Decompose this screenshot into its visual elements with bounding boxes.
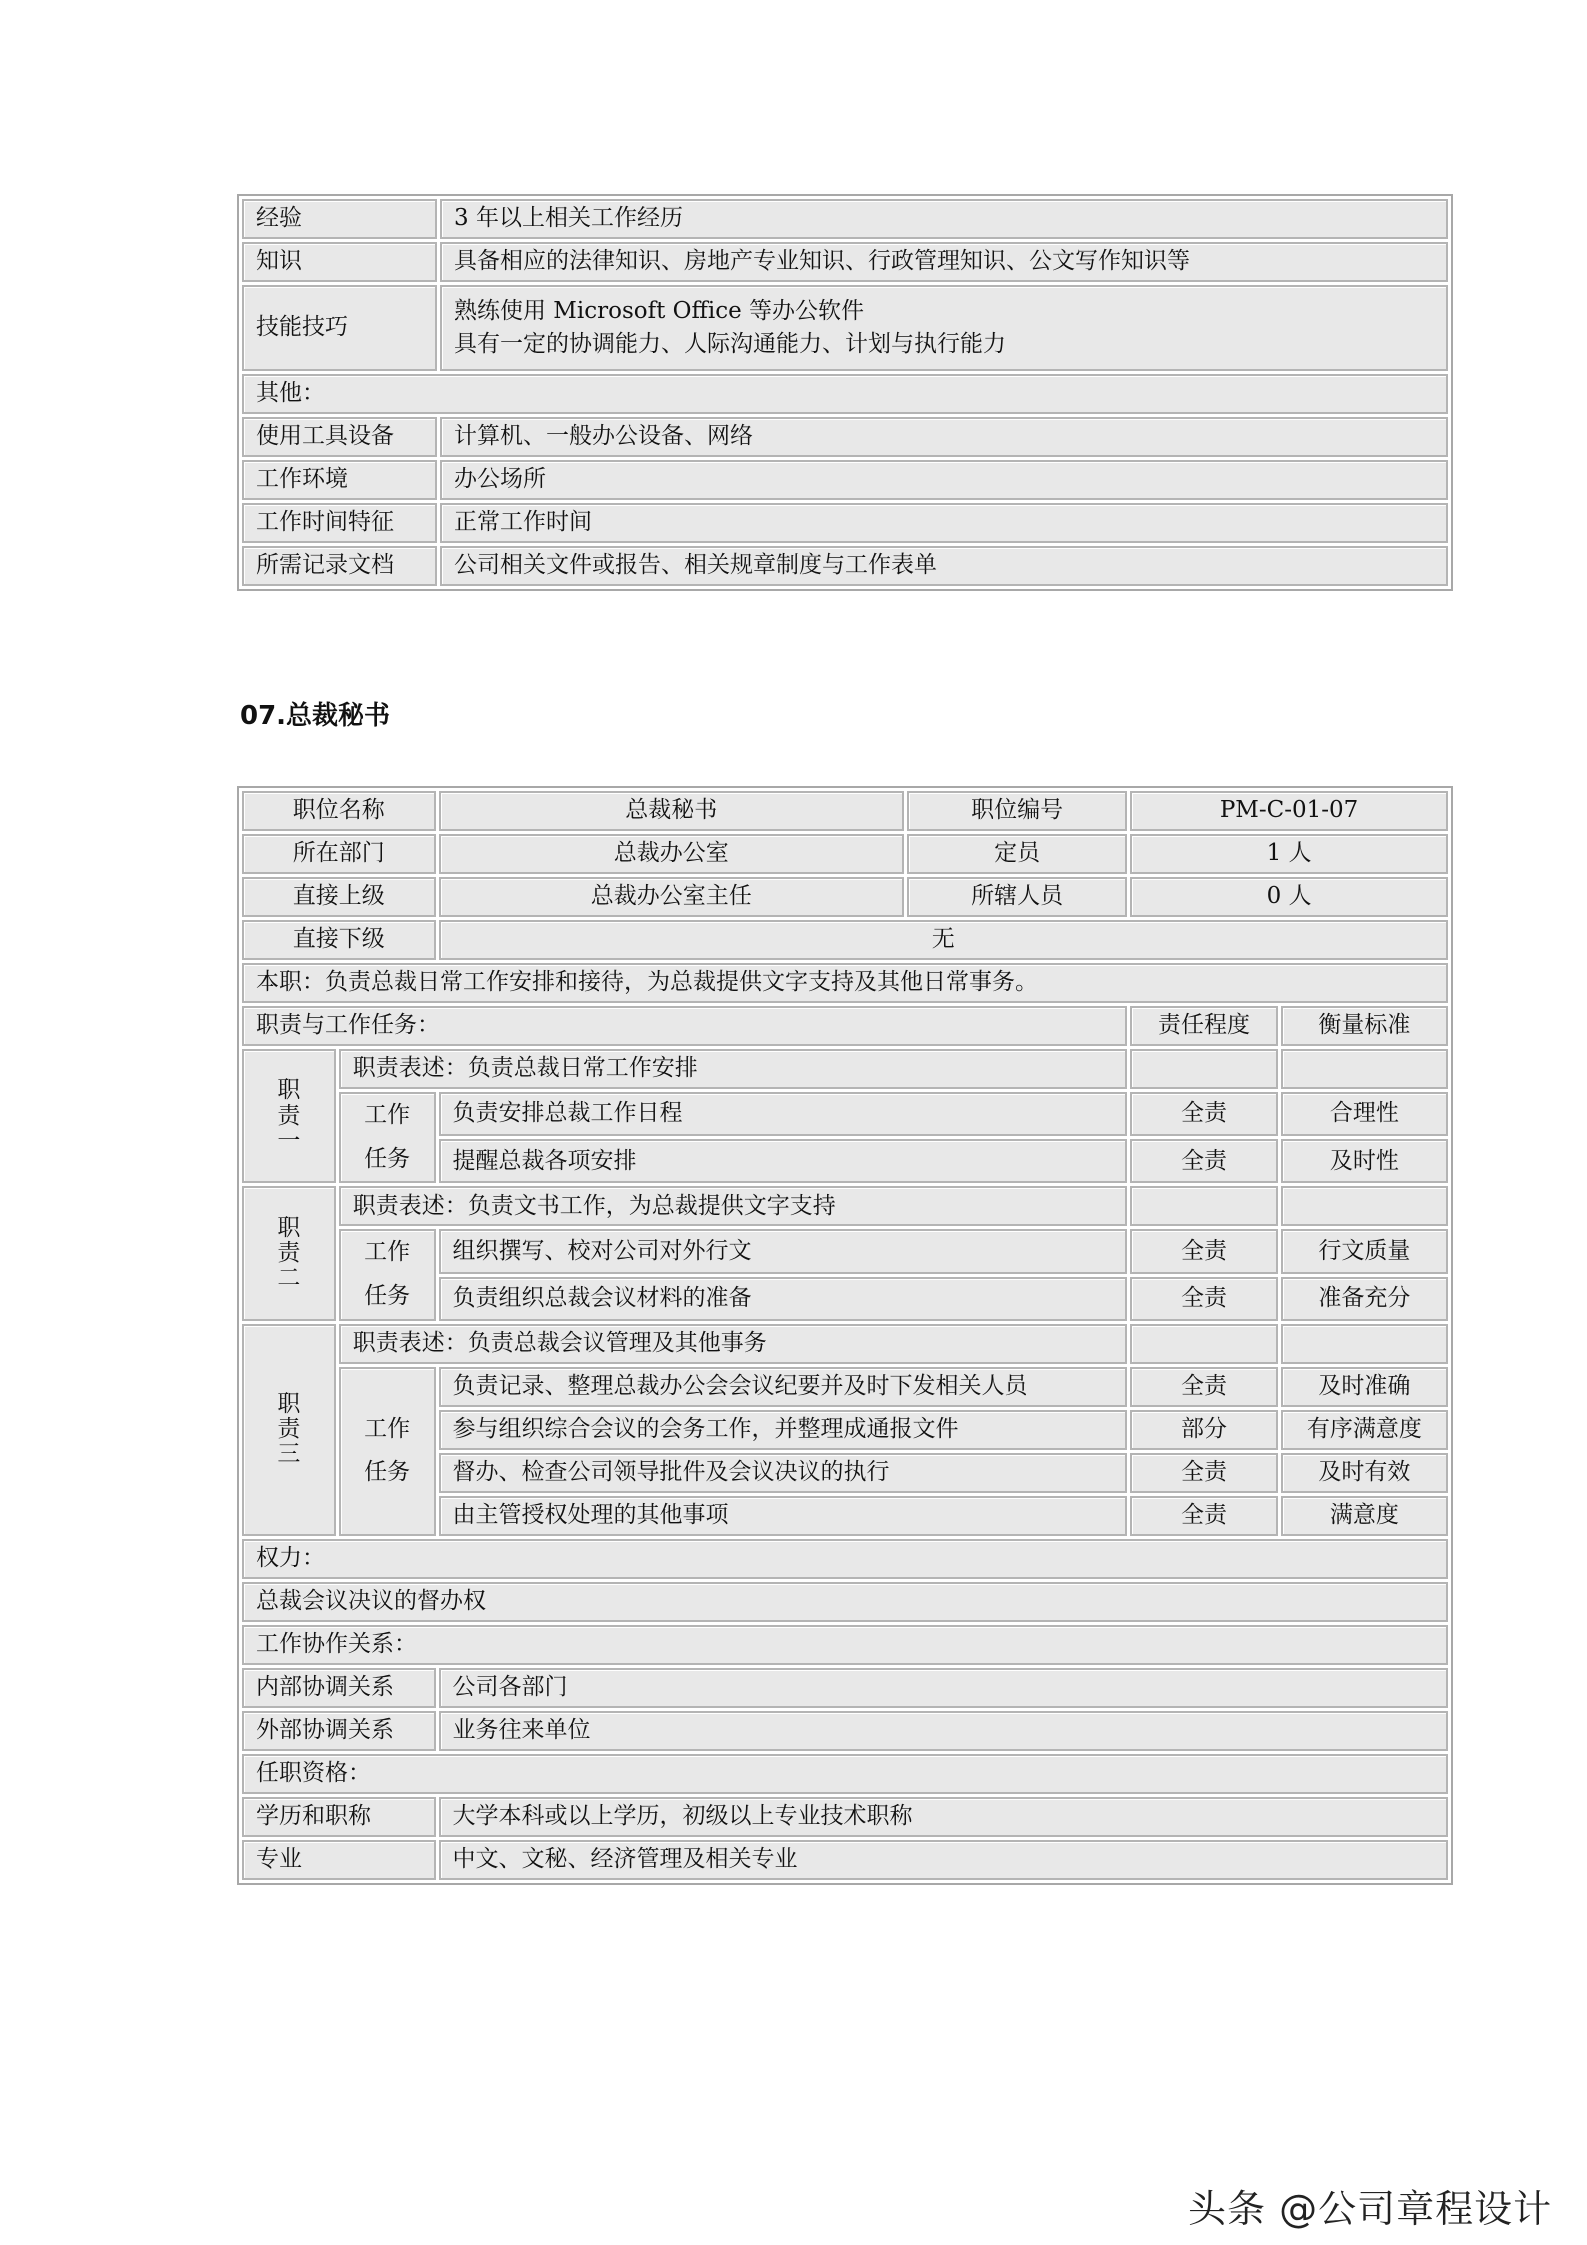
task-standard: 及时准确 — [1281, 1367, 1448, 1407]
duties-header-label: 职责与工作任务： — [242, 1006, 1127, 1046]
requirements-table — [237, 194, 1453, 591]
table-row — [242, 791, 1448, 831]
power-label: 权力： — [242, 1539, 1448, 1579]
education-label: 学历和职称 — [242, 1797, 436, 1837]
duty-standard-empty — [1281, 1324, 1448, 1364]
table-row — [242, 374, 1448, 414]
staff: 1 人 — [1130, 834, 1448, 874]
row-value: 正常工作时间 — [440, 503, 1448, 543]
duty-name: 职责一 — [242, 1049, 336, 1183]
task-standard: 准备充分 — [1281, 1277, 1448, 1321]
task-standard: 满意度 — [1281, 1496, 1448, 1536]
subordinates-label: 所辖人员 — [907, 877, 1127, 917]
superior: 总裁办公室主任 — [439, 877, 905, 917]
task-text: 负责记录、整理总裁办公会会议纪要并及时下发相关人员 — [439, 1367, 1128, 1407]
table-row — [242, 1625, 1448, 1665]
row-value: 计算机、一般办公设备、网络 — [440, 417, 1448, 457]
row-value: 具备相应的法律知识、房地产专业知识、行政管理知识、公文写作知识等 — [440, 242, 1448, 282]
table-row — [242, 460, 1448, 500]
row-value: 3 年以上相关工作经历 — [440, 199, 1448, 239]
task-degree: 全责 — [1130, 1496, 1278, 1536]
position-code: PM-C-01-07 — [1130, 791, 1448, 831]
task-degree: 全责 — [1130, 1453, 1278, 1493]
task-text: 负责组织总裁会议材料的准备 — [439, 1277, 1128, 1321]
section-title: 07.总裁秘书 — [240, 701, 391, 731]
task-degree: 部分 — [1130, 1410, 1278, 1450]
duty-standard-empty — [1281, 1186, 1448, 1226]
row-label: 所需记录文档 — [242, 546, 437, 586]
task-text: 组织撰写、校对公司对外行文 — [439, 1229, 1128, 1273]
major-label: 专业 — [242, 1840, 436, 1880]
task-standard: 及时有效 — [1281, 1453, 1448, 1493]
task-standard: 有序满意度 — [1281, 1410, 1448, 1450]
row-label: 经验 — [242, 199, 437, 239]
degree-header: 责任程度 — [1130, 1006, 1278, 1046]
row-label: 工作环境 — [242, 460, 437, 500]
task-degree: 全责 — [1130, 1367, 1278, 1407]
task-degree: 全责 — [1130, 1277, 1278, 1321]
task-standard: 合理性 — [1281, 1092, 1448, 1136]
direct-sub-label: 直接下级 — [242, 920, 436, 960]
table-row — [242, 1229, 1448, 1273]
row-value-multiline — [440, 285, 1448, 371]
task-degree: 全责 — [1130, 1092, 1278, 1136]
subordinates: 0 人 — [1130, 877, 1448, 917]
qualification-label: 任职资格： — [242, 1754, 1448, 1794]
task-standard: 及时性 — [1281, 1139, 1448, 1183]
duty-degree-empty — [1130, 1186, 1278, 1226]
table-row — [242, 503, 1448, 543]
external-label: 外部协调关系 — [242, 1711, 436, 1751]
job-summary: 本职：负责总裁日常工作安排和接待，为总裁提供文字支持及其他日常事务。 — [242, 963, 1448, 1003]
watermark: 头条 @公司章程设计 — [1188, 2187, 1553, 2231]
internal-value: 公司各部门 — [439, 1668, 1448, 1708]
superior-label: 直接上级 — [242, 877, 436, 917]
task-text: 参与组织综合会议的会务工作，并整理成通报文件 — [439, 1410, 1128, 1450]
task-label: 工作 任务 — [339, 1229, 436, 1320]
table-row — [242, 242, 1448, 282]
row-value-line: 具有一定的协调能力、人际沟通能力、计划与执行能力 — [454, 331, 1006, 357]
row-label: 知识 — [242, 242, 437, 282]
dept: 总裁办公室 — [439, 834, 905, 874]
table-row — [242, 285, 1448, 371]
table-row — [242, 1754, 1448, 1794]
row-value: 办公场所 — [440, 460, 1448, 500]
position-code-label: 职位编号 — [907, 791, 1127, 831]
position-name-label: 职位名称 — [242, 791, 436, 831]
table-row — [242, 920, 1448, 960]
table-row — [242, 1324, 1448, 1364]
task-label: 工作 任务 — [339, 1092, 436, 1183]
row-label: 工作时间特征 — [242, 503, 437, 543]
table-row — [242, 1539, 1448, 1579]
duty-statement: 职责表述：负责总裁日常工作安排 — [339, 1049, 1127, 1089]
table-row — [242, 1840, 1448, 1880]
table-row — [242, 1186, 1448, 1226]
table-row — [242, 1668, 1448, 1708]
task-text: 负责安排总裁工作日程 — [439, 1092, 1128, 1136]
duty-name: 职责二 — [242, 1186, 336, 1320]
dept-label: 所在部门 — [242, 834, 436, 874]
section-label: 其他： — [242, 374, 1448, 414]
row-value: 公司相关文件或报告、相关规章制度与工作表单 — [440, 546, 1448, 586]
staff-label: 定员 — [907, 834, 1127, 874]
row-label: 技能技巧 — [242, 285, 437, 371]
table-row — [242, 1092, 1448, 1136]
table-row — [242, 1582, 1448, 1622]
row-label: 使用工具设备 — [242, 417, 437, 457]
table-row — [242, 546, 1448, 586]
position-name: 总裁秘书 — [439, 791, 905, 831]
education-value: 大学本科或以上学历，初级以上专业技术职称 — [439, 1797, 1448, 1837]
duty-name: 职责三 — [242, 1324, 336, 1536]
table-row — [242, 1711, 1448, 1751]
direct-sub: 无 — [439, 920, 1448, 960]
major-value: 中文、文秘、经济管理及相关专业 — [439, 1840, 1448, 1880]
table-row — [242, 1367, 1448, 1407]
standard-header: 衡量标准 — [1281, 1006, 1448, 1046]
duty-standard-empty — [1281, 1049, 1448, 1089]
duty-degree-empty — [1130, 1324, 1278, 1364]
row-value-line: 熟练使用 Microsoft Office 等办公软件 — [454, 297, 865, 324]
table-row — [242, 834, 1448, 874]
task-text: 提醒总裁各项安排 — [439, 1139, 1128, 1183]
external-value: 业务往来单位 — [439, 1711, 1448, 1751]
power-value: 总裁会议决议的督办权 — [242, 1582, 1448, 1622]
task-degree: 全责 — [1130, 1139, 1278, 1183]
task-degree: 全责 — [1130, 1229, 1278, 1273]
task-label: 工作 任务 — [339, 1367, 436, 1536]
duty-statement: 职责表述：负责总裁会议管理及其他事务 — [339, 1324, 1127, 1364]
task-text: 督办、检查公司领导批件及会议决议的执行 — [439, 1453, 1128, 1493]
table-row — [242, 1797, 1448, 1837]
table-row — [242, 1006, 1448, 1046]
table-row — [242, 877, 1448, 917]
job-description-table — [237, 786, 1453, 1885]
task-text: 由主管授权处理的其他事项 — [439, 1496, 1128, 1536]
table-row — [242, 1049, 1448, 1089]
table-row — [242, 417, 1448, 457]
table-row — [242, 199, 1448, 239]
relations-label: 工作协作关系： — [242, 1625, 1448, 1665]
duty-statement: 职责表述：负责文书工作，为总裁提供文字支持 — [339, 1186, 1127, 1226]
internal-label: 内部协调关系 — [242, 1668, 436, 1708]
table-row — [242, 963, 1448, 1003]
duty-degree-empty — [1130, 1049, 1278, 1089]
task-standard: 行文质量 — [1281, 1229, 1448, 1273]
